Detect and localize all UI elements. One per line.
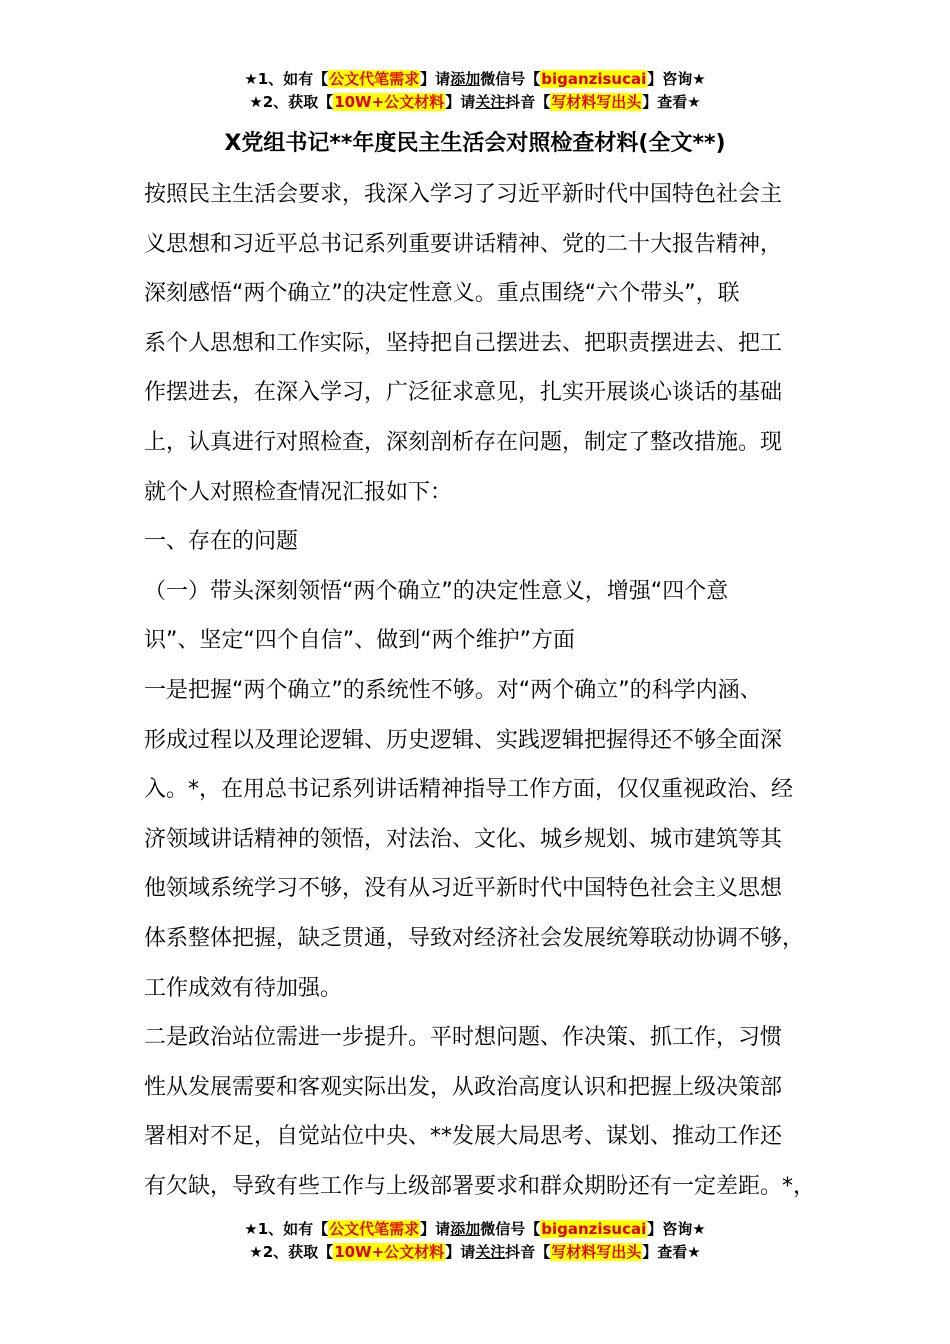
body-line: 入。*，在用总书记系列讲话精神指导工作方面，仅仅重视政治、经 [144, 777, 794, 803]
body-line: 有欠缺，导致有些工作与上级部署要求和群众期盼还有一定差距。*， [144, 1173, 816, 1199]
promo-underlined: 添加 [450, 1220, 481, 1238]
promo-text: ★2、获取【 [249, 1243, 334, 1261]
promo-douyin-id: 写材料写出头 [551, 93, 642, 111]
body-line: 济领域讲话精神的领悟，对法治、文化、城乡规划、城市建筑等其 [144, 826, 783, 852]
promo-text: 】查看★ [642, 1243, 701, 1261]
body-line: 体系整体把握，缺乏贯通，导致对经济社会发展统筹联动协调不够， [144, 925, 805, 951]
body-line: 工作成效有待加强。 [144, 975, 343, 1001]
promo-highlight: 公文代笔需求 [329, 1220, 420, 1238]
subsection-heading: 识”、坚定“四个自信”、做到“两个维护”方面 [144, 628, 575, 654]
subsection-heading: （一）带头深刻领悟“两个确立”的决定性意义，增强“四个意 [144, 578, 729, 604]
body-line: 性从发展需要和客观实际出发，从政治高度认识和把握上级决策部 [144, 1074, 783, 1100]
promo-line-2 [0, 1241, 950, 1264]
body-line: 按照民主生活会要求，我深入学习了习近平新时代中国特色社会主 [144, 182, 783, 207]
promo-text: 】请 [420, 70, 451, 88]
body-line: 二是政治站位需进一步提升。平时想问题、作决策、抓工作，习惯 [144, 1025, 783, 1051]
promo-douyin-id: 写材料写出头 [551, 1243, 642, 1261]
section-heading: 一、存在的问题 [144, 529, 299, 555]
promo-line-1 [0, 68, 950, 91]
promo-text: 】请 [445, 1243, 476, 1261]
body-line: 上，认真进行对照检查，深刻剖析存在问题，制定了整改措施。现 [144, 429, 783, 455]
promo-text: 】请 [445, 93, 476, 111]
promo-highlight: 10W+公文材料 [334, 1243, 445, 1261]
promo-wechat-id: biganzisucai [541, 1220, 647, 1238]
body-line: 系个人思想和工作实际，坚持把自己摆进去、把职责摆进去、把工 [144, 330, 783, 356]
promo-text: 】查看★ [642, 93, 701, 111]
body-line: 作摆进去，在深入学习，广泛征求意见，扎实开展谈心谈话的基础 [144, 380, 783, 406]
promo-text: 微信号【 [480, 70, 541, 88]
promo-line-2 [0, 91, 950, 114]
promo-line-1 [0, 1218, 950, 1241]
promo-underlined: 关注 [475, 93, 506, 111]
body-line: 深刻感悟“两个确立”的决定性意义。重点围绕“六个带头”，联 [144, 281, 740, 307]
document-body [144, 170, 834, 1211]
body-line: 义思想和习近平总书记系列重要讲话精神、党的二十大报告精神， [144, 231, 783, 257]
body-line: 就个人对照检查情况汇报如下： [144, 479, 453, 505]
document-title: X党组书记**年度民主生活会对照检查材料(全文**) [224, 131, 726, 156]
promo-banner-top [0, 68, 950, 114]
promo-highlight: 10W+公文材料 [334, 93, 445, 111]
promo-text: 抖音【 [505, 1243, 551, 1261]
promo-wechat-id: biganzisucai [541, 70, 647, 88]
promo-text: ★1、如有【 [244, 1220, 329, 1238]
promo-text: 】咨询★ [647, 1220, 706, 1238]
promo-text: ★1、如有【 [244, 70, 329, 88]
body-line: 形成过程以及理论逻辑、历史逻辑、实践逻辑把握得还不够全面深 [144, 727, 783, 753]
promo-text: 】请 [420, 1220, 451, 1238]
body-line: 一是把握“两个确立”的系统性不够。对“两个确立”的科学内涵、 [144, 677, 762, 703]
promo-text: ★2、获取【 [249, 93, 334, 111]
promo-highlight: 公文代笔需求 [329, 70, 420, 88]
promo-underlined: 关注 [475, 1243, 506, 1261]
promo-banner-bottom [0, 1218, 950, 1264]
body-line: 署相对不足，自觉站位中央、**发展大局思考、谋划、推动工作还 [144, 1124, 783, 1150]
promo-underlined: 添加 [450, 70, 481, 88]
promo-text: 微信号【 [480, 1220, 541, 1238]
promo-text: 】咨询★ [647, 70, 706, 88]
promo-text: 抖音【 [505, 93, 551, 111]
body-line: 他领域系统学习不够，没有从习近平新时代中国特色社会主义思想 [144, 876, 783, 902]
